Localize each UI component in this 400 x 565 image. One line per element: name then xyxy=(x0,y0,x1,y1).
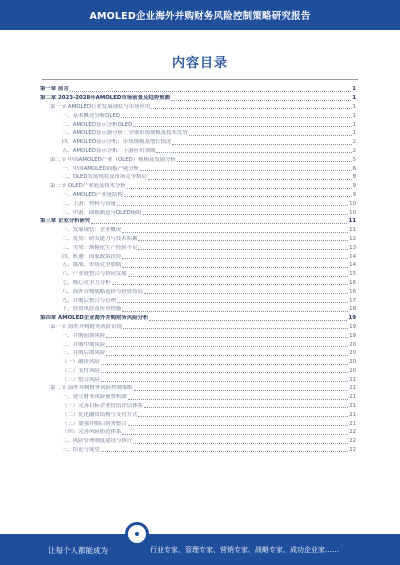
toc-entry-text: 五、挑战：市场竞争加剧 xyxy=(62,262,122,269)
toc-leader-dots xyxy=(171,96,351,101)
toc-page-number: 19 xyxy=(349,332,356,339)
toc-page-number: 10 xyxy=(349,200,356,207)
toc-entry[interactable] xyxy=(40,427,356,436)
toc-leader-dots xyxy=(138,245,348,250)
toc-leader-dots xyxy=(106,333,348,338)
toc-entry[interactable] xyxy=(40,102,356,111)
toc-leader-dots xyxy=(101,447,348,452)
toc-page-number: 1 xyxy=(352,103,356,110)
toc-entry-text: 第一章 前言 xyxy=(40,86,69,93)
toc-page-number: 16 xyxy=(349,279,356,286)
toc-entry[interactable] xyxy=(40,110,356,119)
toc-page-number: 21 xyxy=(349,411,356,418)
toc-entry[interactable] xyxy=(40,436,356,445)
toc-page-number: 15 xyxy=(349,271,356,278)
toc-entry-text: 八、海外并购战略选择与投资布局 xyxy=(62,288,143,295)
toc-entry-text: 一、并购前期风险 xyxy=(62,332,106,339)
toc-leader-dots xyxy=(122,430,348,435)
toc-page-number: 14 xyxy=(349,253,356,260)
toc-entry-text: （二）优化融资结构与支付方式 xyxy=(62,411,138,418)
toc-entry-text: （三）整合风险 xyxy=(62,376,100,383)
toc-leader-dots xyxy=(101,368,348,373)
footer-circle-icon xyxy=(125,522,149,546)
toc-page-number: 20 xyxy=(349,367,356,374)
toc-entry-text: 第一节 AMOLED行业发展现状与市场应用 xyxy=(50,103,151,110)
toc-page-number: 20 xyxy=(349,341,356,348)
footer-bar xyxy=(0,534,400,565)
toc-entry[interactable] xyxy=(40,357,356,366)
toc-entry-text: 一、建立财务风险预警机制 xyxy=(62,394,127,401)
toc-entry[interactable] xyxy=(40,154,356,163)
toc-leader-dots xyxy=(144,403,348,408)
toc-leader-dots xyxy=(189,131,352,136)
toc-entry-text: 四、AMOLED显示分析：市场规模及增长情况 xyxy=(62,139,172,146)
toc-entry[interactable] xyxy=(40,445,356,454)
toc-entry[interactable] xyxy=(40,207,356,216)
toc-entry-text: 一、基本概述分析OLED xyxy=(62,112,120,119)
toc-entry[interactable] xyxy=(40,251,356,260)
toc-page-number: 1 xyxy=(352,86,356,93)
toc-page-number: 21 xyxy=(349,394,356,401)
toc-leader-dots xyxy=(149,316,347,321)
toc-entry[interactable] xyxy=(40,181,356,190)
toc-entry[interactable] xyxy=(40,93,356,102)
toc-entry-text: 一、AMOLED产业链结构 xyxy=(62,191,123,198)
toc-leader-dots xyxy=(122,228,348,233)
footer-tagline: 行业专家、管理专家、营销专家、战略专家、成功企业家…… xyxy=(150,546,339,554)
toc-entry[interactable] xyxy=(40,234,356,243)
toc-entry-text: 一、发展现状：企业概况 xyxy=(62,227,122,234)
toc-page-number: 5 xyxy=(352,156,356,163)
toc-page-number: 9 xyxy=(352,191,356,198)
toc-page-number: 11 xyxy=(348,218,356,225)
report-title: AMOLED企业海外并购财务风险控制策略研究报告 xyxy=(89,11,311,22)
toc-leader-dots xyxy=(122,254,348,259)
toc-page-number: 2 xyxy=(352,147,356,154)
toc-page-number: 16 xyxy=(349,288,356,295)
toc-page-number: 14 xyxy=(349,262,356,269)
footer-dot-icon xyxy=(135,532,139,536)
toc-entry[interactable] xyxy=(40,225,356,234)
toc-leader-dots xyxy=(143,210,349,215)
toc-leader-dots xyxy=(117,201,348,206)
toc-page-number: 22 xyxy=(349,438,356,445)
toc-page-number: 21 xyxy=(349,403,356,410)
toc-leader-dots xyxy=(133,122,351,127)
toc-leader-dots xyxy=(151,104,351,109)
toc-entry[interactable] xyxy=(40,339,356,348)
toc-entry[interactable] xyxy=(40,304,356,313)
toc-entry[interactable] xyxy=(40,348,356,357)
header-bar xyxy=(0,0,400,30)
toc-entry[interactable] xyxy=(40,313,356,322)
toc-entry[interactable] xyxy=(40,295,356,304)
toc-leader-dots xyxy=(156,148,351,153)
toc-page-number: 19 xyxy=(349,323,356,330)
toc-entry-text: 第三章 企业分析研究 xyxy=(40,218,91,225)
toc-entry[interactable] xyxy=(40,128,356,137)
toc-page-number: 20 xyxy=(349,359,356,366)
toc-leader-dots xyxy=(122,263,348,268)
toc-page-number: 21 xyxy=(349,420,356,427)
toc-page-number: 6 xyxy=(352,165,356,172)
toc-leader-dots xyxy=(144,289,348,294)
toc-page-number: 12 xyxy=(349,235,356,242)
toc-leader-dots xyxy=(91,219,347,224)
toc-entry-text: 三、AMOLED显示器分析：全球市场规模及技术优势 xyxy=(62,130,188,137)
toc-leader-dots xyxy=(138,412,348,417)
toc-entry[interactable] xyxy=(40,383,356,392)
toc-leader-dots xyxy=(101,360,348,365)
toc-entry[interactable] xyxy=(40,260,356,269)
toc-entry-text: 一、中国AMOLED面板产能分析 xyxy=(62,165,140,172)
toc-page-number: 1 xyxy=(352,95,356,102)
toc-entry-text: 二、风险管理制度建设与执行 xyxy=(62,438,133,445)
toc-entry[interactable] xyxy=(40,269,356,278)
toc-page-number: 10 xyxy=(349,209,356,216)
toc-entry-text: 三、并购后期风险 xyxy=(62,350,106,357)
toc-leader-dots xyxy=(70,87,351,92)
toc-entry[interactable] xyxy=(40,401,356,410)
toc-entry-text: 二、OLED发展现状及市场竞争格局 xyxy=(62,174,147,181)
toc-divider xyxy=(42,79,358,80)
toc-entry-text: 三、劣势：规模化生产经验不足 xyxy=(62,244,138,251)
toc-entry-text: 第四章 AMOLED企业海外并购财务风险分析 xyxy=(40,315,149,322)
toc-page-number: 11 xyxy=(349,227,356,234)
toc-entry-text: 第二节 中国AMOLED产业（OLED）规模及发展分析 xyxy=(50,156,176,163)
toc-leader-dots xyxy=(177,157,352,162)
toc-leader-dots xyxy=(122,307,348,312)
toc-leader-dots xyxy=(112,280,349,285)
toc-page-number: 21 xyxy=(349,376,356,383)
toc-entry-text: （一）完善目标企业价值评估体系 xyxy=(62,403,143,410)
toc-leader-dots xyxy=(124,192,352,197)
toc-entry[interactable] xyxy=(40,392,356,401)
toc-list xyxy=(40,84,356,494)
toc-entry[interactable] xyxy=(40,418,356,427)
toc-leader-dots xyxy=(127,184,352,189)
toc-entry[interactable] xyxy=(40,286,356,295)
toc-leader-dots xyxy=(140,166,352,171)
toc-page-number: 13 xyxy=(349,244,356,251)
toc-page-number: 21 xyxy=(349,385,356,392)
toc-entry[interactable] xyxy=(40,172,356,181)
toc-entry[interactable] xyxy=(40,216,356,225)
toc-entry-text: 四、机遇：国家政策扶持 xyxy=(62,253,122,260)
toc-entry-text: 七、核心竞争力分析 xyxy=(62,279,111,286)
toc-entry-text: 第二章 2023-2028年AMOLED市场前景及趋势预测 xyxy=(40,95,170,102)
toc-page-number: 19 xyxy=(348,315,356,322)
toc-leader-dots xyxy=(128,421,348,426)
toc-entry-text: 第三节 OLED产业链及技术分析 xyxy=(50,183,126,190)
toc-entry[interactable] xyxy=(40,409,356,418)
toc-entry[interactable] xyxy=(40,137,356,146)
toc-entry-text: 三、中游：面板制造与OLED模组 xyxy=(62,209,142,216)
toc-entry-text: （二）支付风险 xyxy=(62,367,100,374)
toc-entry[interactable] xyxy=(40,119,356,128)
toc-entry[interactable] xyxy=(40,84,356,93)
toc-leader-dots xyxy=(128,272,348,277)
toc-entry-text: （一）融资风险 xyxy=(62,359,100,366)
toc-entry[interactable] xyxy=(40,278,356,287)
toc-entry[interactable] xyxy=(40,163,356,172)
toc-page-number: 2 xyxy=(352,139,356,146)
toc-entry-text: 五、AMOLED显示分析：下游应用领域 xyxy=(62,147,156,154)
toc-entry-text: 第一节 海外并购财务风险识别 xyxy=(50,323,122,330)
toc-leader-dots xyxy=(101,377,348,382)
toc-entry-text: （三）加强并购后财务整合 xyxy=(62,420,127,427)
toc-entry-text: 三、结论与展望 xyxy=(62,447,100,454)
toc-leader-dots xyxy=(134,386,349,391)
toc-leader-dots xyxy=(172,140,351,145)
toc-leader-dots xyxy=(148,175,352,180)
toc-entry-text: （四）完善风险防范体系 xyxy=(62,429,122,436)
toc-leader-dots xyxy=(128,395,348,400)
toc-page-number: 1 xyxy=(352,121,356,128)
toc-leader-dots xyxy=(138,236,348,241)
toc-entry-text: 六、产业链整合与协同发展 xyxy=(62,271,127,278)
toc-page-number: 9 xyxy=(352,183,356,190)
toc-entry-text: 二、上游：材料与设备 xyxy=(62,200,116,207)
toc-page-number: 1 xyxy=(352,112,356,119)
toc-entry-text: 十、投资风险及应对措施 xyxy=(62,306,122,313)
toc-page-number: 17 xyxy=(349,297,356,304)
toc-entry-text: 二、优势：研发能力与技术积累 xyxy=(62,235,138,242)
toc-entry[interactable] xyxy=(40,330,356,339)
toc-page-number: 18 xyxy=(349,306,356,313)
toc-entry-text: 二、AMOLED显示分析OLED xyxy=(62,121,133,128)
toc-entry[interactable] xyxy=(40,190,356,199)
toc-leader-dots xyxy=(106,351,348,356)
toc-entry[interactable] xyxy=(40,366,356,375)
toc-leader-dots xyxy=(106,342,348,347)
toc-entry-text: 第二节 海外并购财务风险控制策略 xyxy=(50,385,133,392)
toc-entry-text: 九、并购后整合与管理 xyxy=(62,297,116,304)
toc-page-number: 22 xyxy=(349,447,356,454)
toc-page-number: 20 xyxy=(349,350,356,357)
toc-leader-dots xyxy=(123,324,348,329)
toc-page-number: 1 xyxy=(352,130,356,137)
toc-title: 内容目录 xyxy=(171,56,228,71)
toc-leader-dots xyxy=(117,298,348,303)
toc-leader-dots xyxy=(133,439,348,444)
toc-page-number: 22 xyxy=(349,429,356,436)
toc-entry[interactable] xyxy=(40,322,356,331)
footer-slogan: 让每个人都能成为 xyxy=(48,546,108,555)
toc-entry[interactable] xyxy=(40,146,356,155)
toc-entry[interactable] xyxy=(40,374,356,383)
toc-entry[interactable] xyxy=(40,198,356,207)
toc-leader-dots xyxy=(121,113,352,118)
toc-entry[interactable] xyxy=(40,242,356,251)
toc-page-number: 8 xyxy=(352,174,356,181)
toc-entry-text: 二、并购中期风险 xyxy=(62,341,106,348)
